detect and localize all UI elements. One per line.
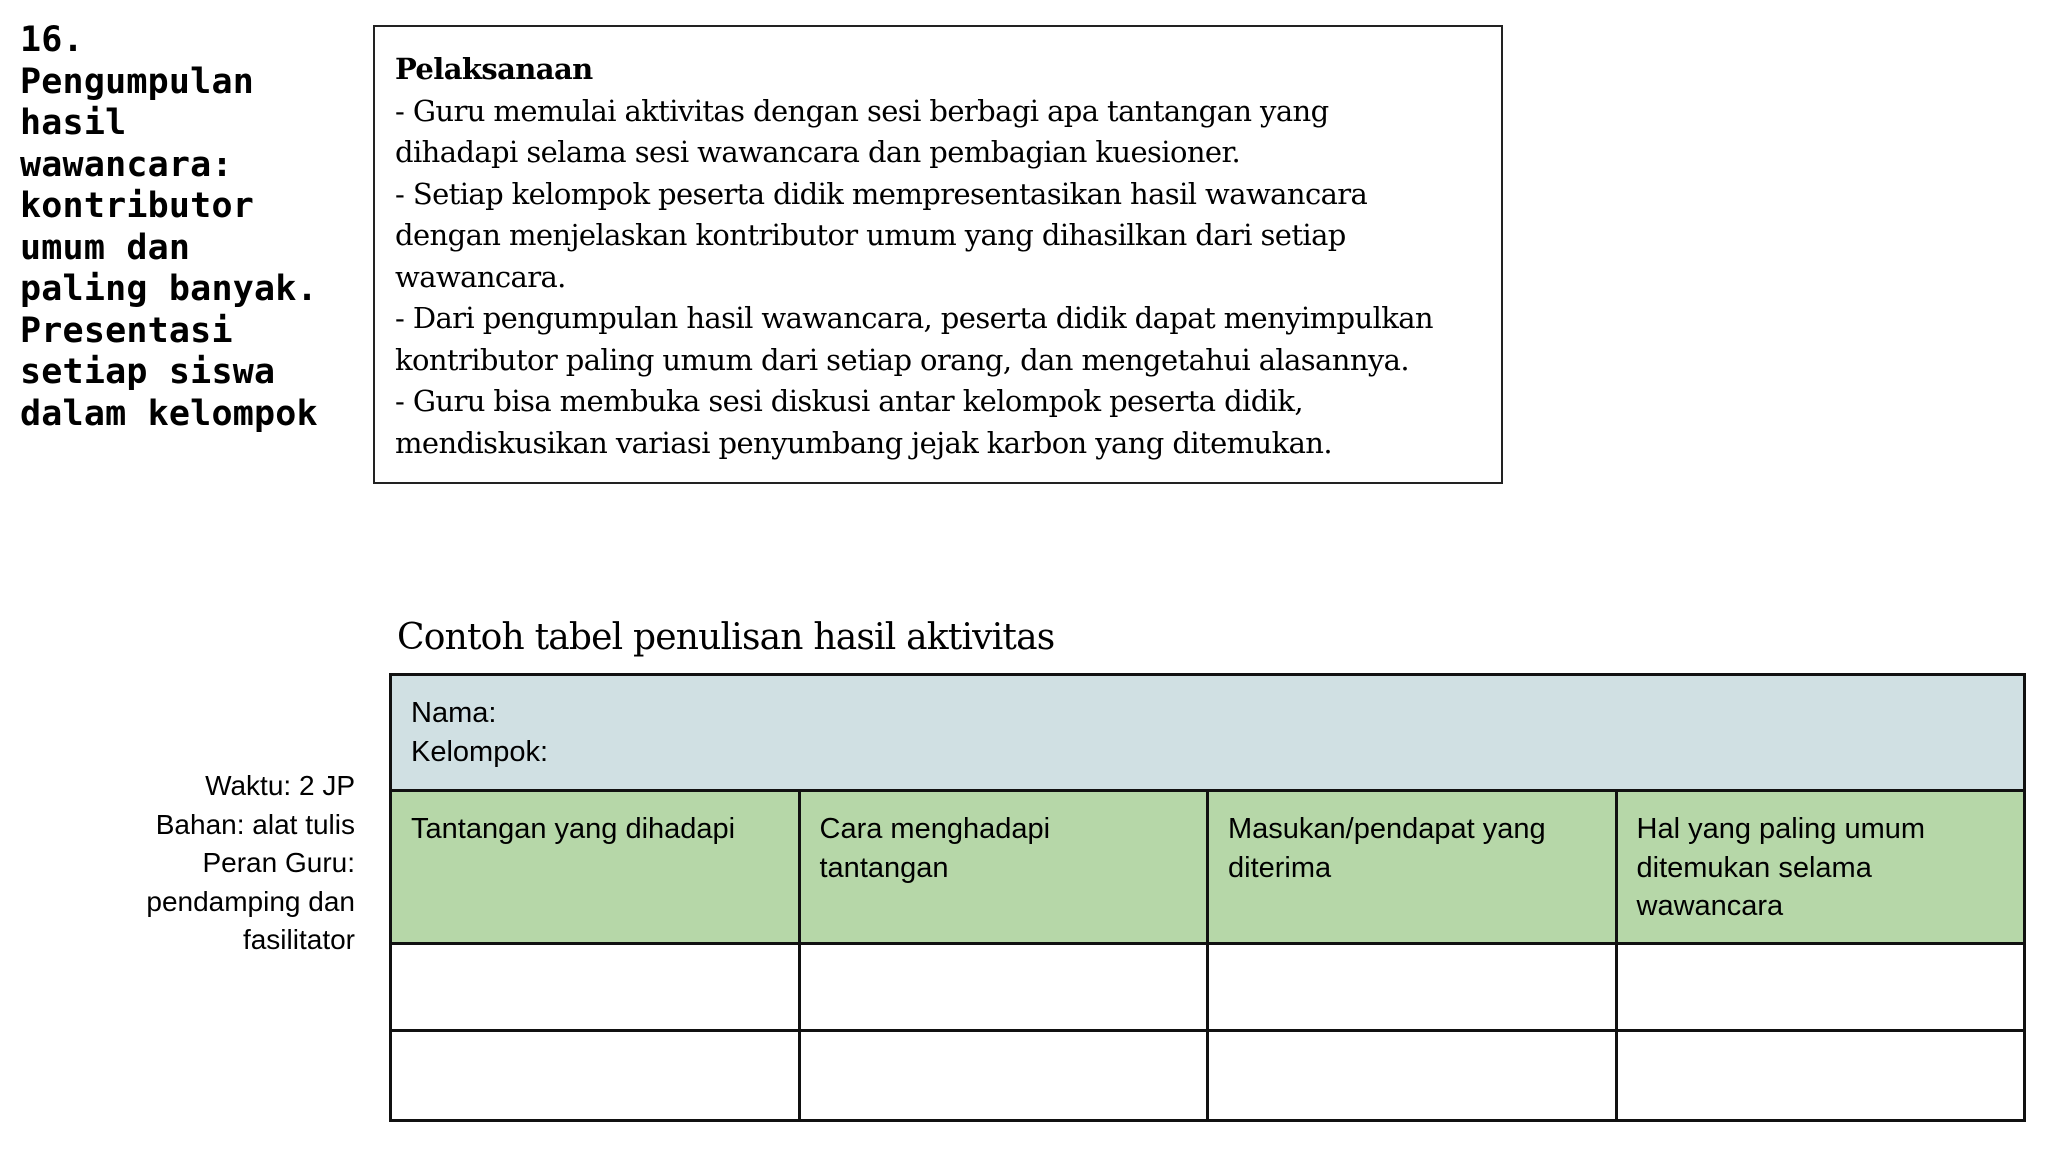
- group-label: Kelompok:: [411, 735, 549, 768]
- procedure-line: - Guru bisa membuka sesi diskusi antar kelompok peserta didik,: [395, 384, 1303, 418]
- procedure-line: - Setiap kelompok peserta didik mempresentasikan hasil wawancara: [395, 176, 1368, 211]
- column-header: Cara menghadapi tantangan: [801, 792, 1210, 942]
- activity-meta: [146, 767, 355, 960]
- activity-step-title: [20, 20, 350, 435]
- step-title-line: Pengumpulan: [20, 61, 254, 102]
- column-header: Masukan/pendapat yang diterima: [1209, 792, 1618, 942]
- table-cell: [801, 945, 1210, 1029]
- table-cell: [392, 945, 801, 1029]
- procedure-line: mendiskusikan variasi penyumbang jejak karbon yang ditemukan.: [395, 425, 1332, 460]
- table-info-row: [392, 676, 2023, 792]
- name-label: Nama:: [411, 697, 497, 729]
- table-cell: [1618, 945, 2024, 1029]
- procedure-line: wawancara.: [395, 259, 566, 294]
- table-cell: [392, 1032, 801, 1119]
- step-title-line: dalam kelompok: [20, 393, 318, 434]
- table-header-row: [392, 792, 2023, 945]
- step-title-line: umum dan: [20, 227, 191, 268]
- activity-result-table: [389, 673, 2026, 1122]
- meta-teacher-role-line: pendamping dan: [146, 885, 355, 917]
- meta-materials: Bahan: alat tulis: [155, 808, 355, 840]
- table-cell: [1209, 1032, 1618, 1119]
- procedure-heading: Pelaksanaan: [395, 52, 593, 86]
- meta-teacher-role-line: fasilitator: [242, 924, 355, 955]
- step-title-line: setiap siswa: [20, 352, 276, 392]
- table-row: [392, 1032, 2023, 1119]
- step-title-line: hasil: [20, 103, 127, 143]
- step-title-line: paling banyak.: [20, 269, 318, 309]
- step-title-line: wawancara:: [20, 144, 233, 185]
- procedure-line: - Guru memulai aktivitas dengan sesi berbagi apa tantangan yang: [395, 93, 1329, 128]
- procedure-line: dengan menjelaskan kontributor umum yang dihasilkan dari setiap: [395, 218, 1346, 252]
- column-header: Tantangan yang dihadapi: [392, 792, 801, 942]
- meta-teacher-role: Peran Guru:: [202, 847, 355, 878]
- procedure-box: [373, 25, 1503, 484]
- table-cell: [1209, 945, 1618, 1029]
- procedure-line: kontributor paling umum dari setiap orang, dan mengetahui alasannya.: [395, 342, 1409, 377]
- procedure-line: - Dari pengumpulan hasil wawancara, peserta didik dapat menyimpulkan: [395, 301, 1433, 335]
- table-cell: [1618, 1032, 2024, 1119]
- step-title-line: 16.: [20, 20, 84, 60]
- table-caption: Contoh tabel penulisan hasil aktivitas: [397, 617, 1055, 658]
- step-title-line: kontributor: [20, 186, 254, 226]
- meta-time: Waktu: 2 JP: [205, 770, 355, 801]
- column-header: Hal yang paling umum ditemukan selama wawancara: [1636, 813, 1926, 922]
- step-title-line: Presentasi: [20, 310, 233, 351]
- procedure-line: dihadapi selama sesi wawancara dan pembagian kuesioner.: [395, 135, 1241, 169]
- table-row: [392, 945, 2023, 1032]
- table-cell: [801, 1032, 1210, 1119]
